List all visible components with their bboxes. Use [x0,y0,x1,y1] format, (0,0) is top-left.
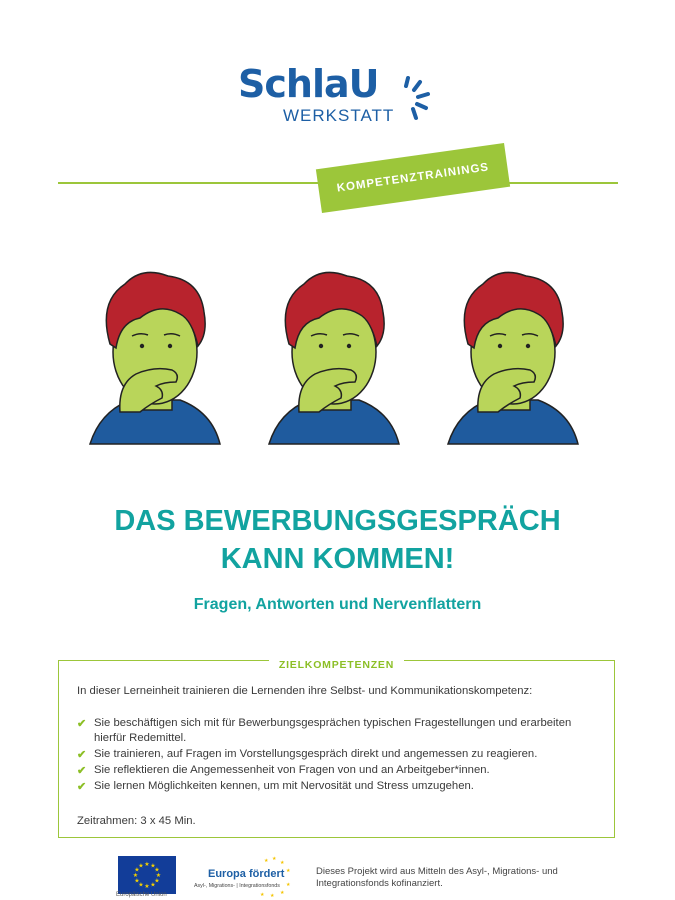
logo-subtitle: WERKSTATT [283,106,395,125]
logo-wordmark: SchlaU [238,62,379,106]
checkmark-icon: ✔ [77,749,87,761]
svg-text:★: ★ [264,858,269,864]
svg-text:★: ★ [144,861,150,868]
svg-text:★: ★ [286,868,291,874]
svg-text:★: ★ [144,883,150,890]
list-item: ✔ Sie beschäftigen sich mit für Bewerbungsgesprächen typischen Fragestellungen und erarbeiten hierfür Redemittel. [77,717,572,744]
checkmark-icon: ✔ [77,718,87,730]
eu-stars-icon [118,856,176,894]
figure-hand-over-mouth-1 [80,262,230,452]
svg-text:★: ★ [270,893,275,898]
svg-text:★: ★ [280,890,285,896]
svg-text:★: ★ [260,892,265,898]
svg-text:★: ★ [154,866,160,874]
svg-text:★: ★ [138,881,144,889]
checkmark-icon: ✔ [77,765,87,777]
svg-text:★: ★ [272,856,277,862]
svg-text:★: ★ [134,866,140,874]
page-subtitle: Fragen, Antworten und Nervenflattern [193,596,482,613]
figure-hand-over-mouth-2 [259,262,409,452]
svg-text:★: ★ [286,882,291,888]
hand-over-mouth-figure-icon [80,262,230,452]
list-item: ✔ Sie lernen Möglichkeiten kennen, um mit Nervosität und Stress umzugehen. [77,780,474,793]
svg-text:★: ★ [132,872,139,879]
europa-title: Europa fördert [208,868,285,880]
list-item: ✔ Sie trainieren, auf Fragen im Vorstellungsgespräch direkt und angemessen zu reagieren. [77,748,538,761]
checkmark-icon: ✔ [77,781,87,793]
page-title-line-2: KANN KOMMEN! [220,543,455,575]
sun-rays-icon [396,72,436,122]
competences-intro: In dieser Lerneinheit trainieren die Lernenden ihre Selbst- und Kommunikationskompetenz: [77,685,533,697]
europa-foerdert-logo [190,856,300,898]
figure-hand-over-mouth-3 [438,262,588,452]
europa-subtitle: Asyl-, Migrations- | Integrationsfonds [194,883,280,889]
competences-list [77,716,602,795]
svg-text:★: ★ [138,862,144,870]
svg-text:★: ★ [155,872,162,879]
eu-flag-logo [118,856,176,894]
svg-text:★: ★ [134,877,140,885]
svg-text:★: ★ [150,881,156,889]
category-badge: KOMPETENZTRAININGS [316,143,510,213]
list-item: ✔ Sie reflektieren die Angemessenheit von Fragen von und an Arbeitgeber*innen. [77,764,490,777]
hand-over-mouth-figure-icon [259,262,409,452]
schlau-werkstatt-logo [238,62,438,134]
timeframe: Zeitrahmen: 3 x 45 Min. [77,815,196,827]
hand-over-mouth-figure-icon [438,262,588,452]
page-title-line-1: DAS BEWERBUNGSGESPRÄCH [114,505,561,537]
competences-heading: ZIELKOMPETENZEN [269,659,404,671]
eu-caption: Europäische Union [116,892,167,898]
funding-note: Dieses Projekt wird aus Mitteln des Asyl-, Migrations- und Integrationsfonds kofinanziert. [316,866,558,889]
svg-text:★: ★ [154,877,160,885]
svg-text:★: ★ [150,862,156,870]
svg-text:★: ★ [280,860,285,866]
competences-box [58,660,615,838]
